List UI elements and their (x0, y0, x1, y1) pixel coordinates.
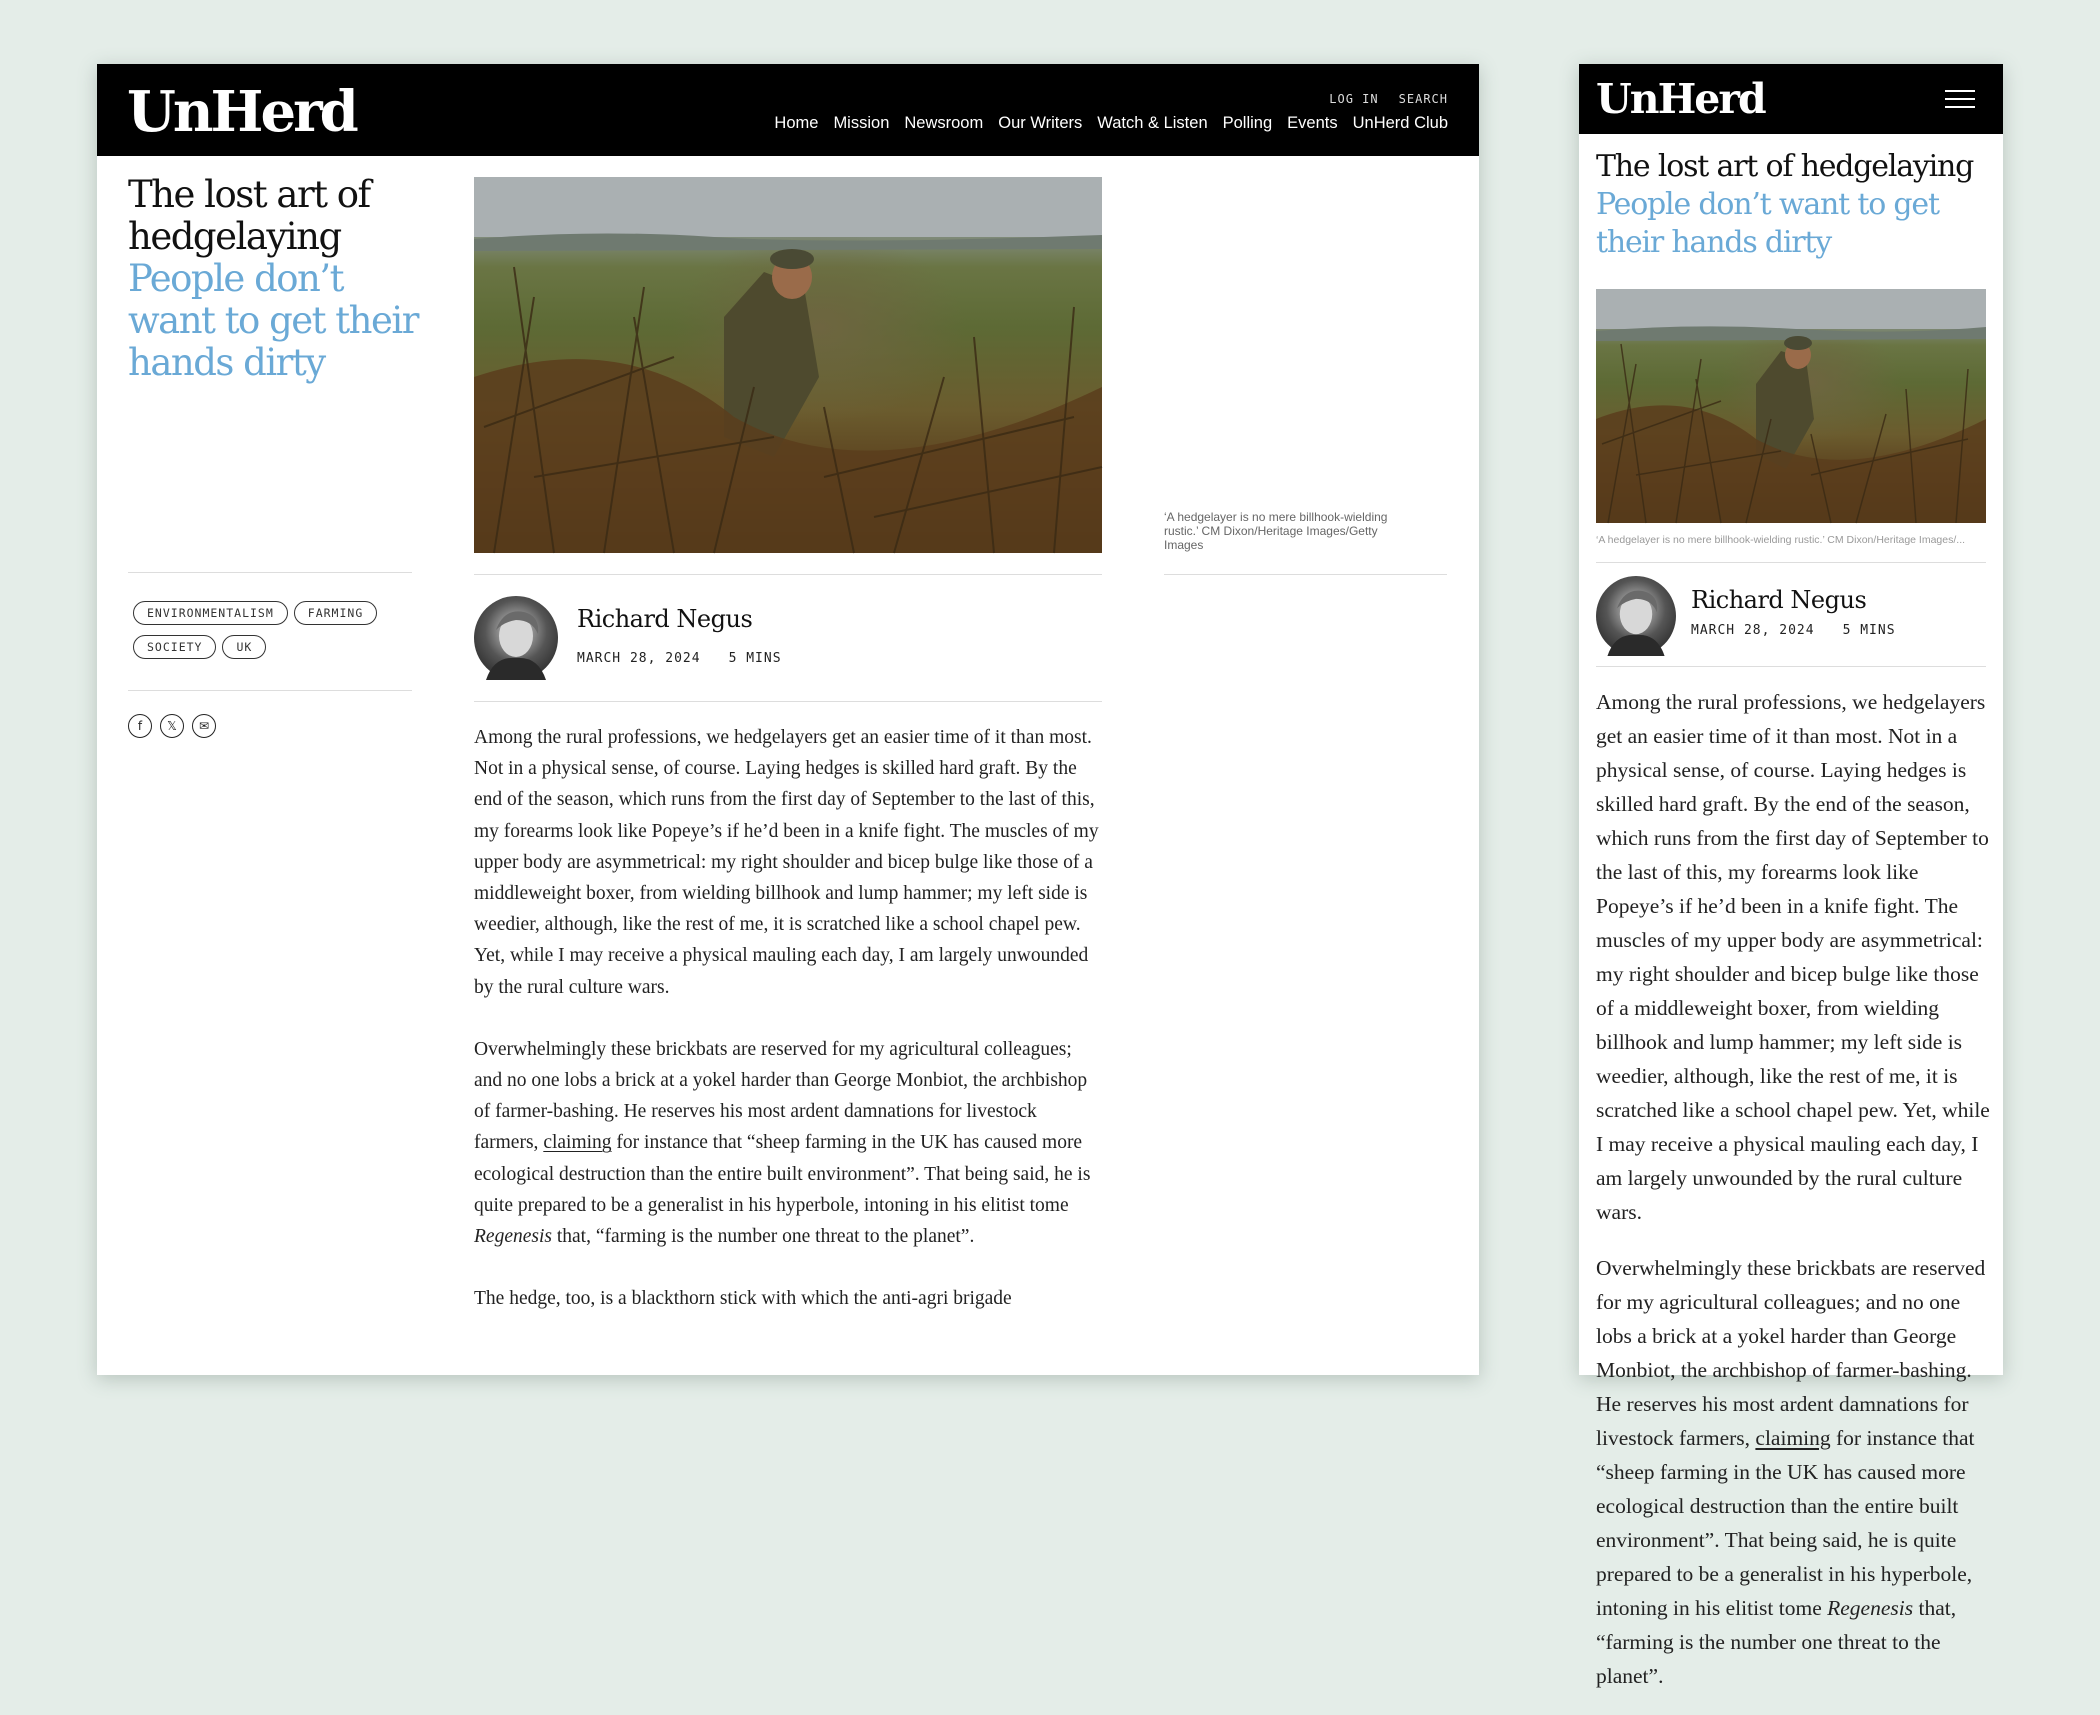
book-title: Regenesis (1827, 1596, 1914, 1620)
author-portrait (1596, 576, 1676, 656)
mobile-article-frame (1579, 64, 2003, 1688)
x-icon[interactable]: 𝕏 (160, 714, 184, 738)
divider (474, 574, 1102, 575)
utility-links (1329, 92, 1448, 106)
nav-our-writers[interactable]: Our Writers (998, 114, 1083, 132)
claiming-link[interactable]: claiming (543, 1132, 612, 1154)
tag-environmentalism[interactable]: ENVIRONMENTALISM (133, 601, 288, 625)
email-icon[interactable]: ✉ (192, 714, 216, 738)
login-link[interactable]: LOG IN (1329, 92, 1379, 106)
paragraph-text: Overwhelmingly these brickbats are reserved for my agricultural colleagues; and no one lobs a brick at a yokel harder than George Monbiot, the archbishop of farmer-bashing. He reserves his most ardent damnations for livestock farmers, (474, 1038, 1088, 1154)
author-portrait (474, 596, 558, 680)
article-subtitle: People don’t want to get their hands dirty (1596, 187, 1939, 260)
paragraph: Among the rural professions, we hedgelayers get an easier time of it than most. Not in a physical sense, of course. Laying hedges is skilled hard graft. By the end of the season, which runs from the first day of September to the last of this, my forearms look like Popeye’s if he’d been in a knife fight. The muscles of my upper body are asymmetrical: my right shoulder and bicep bulge like those of a middleweight boxer, from wielding billhook and lump hammer; my left side is weedier, although, like the rest of me, it is scratched like a school chapel pew. Yet, while I may receive a physical mauling each day, I am largely unwounded by the rural culture wars. (474, 727, 1099, 998)
paragraph (1596, 1251, 1994, 1693)
article-subtitle: People don’t want to get their hands dirty (128, 257, 418, 384)
tag-list (133, 601, 423, 669)
paragraph-text: that, “farming is the number one threat to the planet”. (551, 1226, 975, 1248)
nav-mission[interactable]: Mission (833, 114, 890, 132)
title-text: The lost art of hedgelaying (128, 173, 370, 258)
divider (1596, 666, 1986, 667)
article-body (1596, 685, 1994, 1715)
hedgelayer-photo (1596, 289, 1986, 523)
divider (1596, 562, 1986, 563)
read-time: 5 MINS (1842, 623, 1896, 638)
hero-image (474, 177, 1102, 553)
hero-image (1596, 289, 1986, 523)
tag-farming[interactable]: FARMING (294, 601, 377, 625)
nav-home[interactable]: Home (774, 114, 819, 132)
divider (128, 572, 412, 573)
article-title (1596, 148, 1991, 262)
article-title (128, 174, 418, 384)
desktop-article-frame (97, 64, 1479, 1375)
read-time: 5 MINS (728, 651, 782, 666)
share-buttons (128, 714, 216, 738)
publish-date: MARCH 28, 2024 (577, 651, 701, 666)
nav-newsroom[interactable]: Newsroom (904, 114, 984, 132)
author-avatar[interactable] (1596, 576, 1676, 656)
nav-watch-listen[interactable]: Watch & Listen (1097, 114, 1208, 132)
book-title: Regenesis (474, 1226, 552, 1248)
claiming-link[interactable]: claiming (1755, 1426, 1831, 1450)
search-link[interactable]: SEARCH (1398, 92, 1448, 106)
site-logo[interactable]: UnHerd (1596, 75, 1765, 123)
divider (474, 701, 1102, 702)
divider (128, 690, 412, 691)
image-caption: ‘A hedgelayer is no mere billhook-wielding rustic.’ CM Dixon/Heritage Images/Getty Images (1164, 510, 1388, 552)
article-meta (577, 651, 782, 666)
author-avatar[interactable] (474, 596, 558, 680)
tag-uk[interactable]: UK (222, 635, 266, 659)
article-meta (1691, 623, 1896, 638)
publish-date: MARCH 28, 2024 (1691, 623, 1815, 638)
site-header (97, 64, 1479, 156)
author-name[interactable]: Richard Negus (1691, 586, 1867, 614)
nav-polling[interactable]: Polling (1222, 114, 1273, 132)
paragraph-text: for instance that “sheep farming in the UK has caused more ecological destruction than the entire built environment”. That being said, he is quite prepared to be a generalist in his hyperbole, intoning in his elitist tome (474, 1132, 1091, 1216)
menu-icon[interactable] (1945, 90, 1975, 108)
site-header (1579, 64, 2003, 134)
paragraph-text: Overwhelmingly these brickbats are reserved for my agricultural colleagues; and no one lobs a brick at a yokel harder than George Monbiot, the archbishop of farmer-bashing. He reserves his most ardent damnations for livestock farmers, (1596, 1256, 1986, 1450)
main-nav (774, 114, 1448, 133)
author-name[interactable]: Richard Negus (577, 605, 753, 633)
nav-unherd-club[interactable]: UnHerd Club (1352, 114, 1448, 132)
paragraph (474, 1034, 1104, 1252)
image-caption: ‘A hedgelayer is no mere billhook-wielding rustic.’ CM Dixon/Heritage Images/... (1596, 534, 1966, 546)
hedgelayer-photo (474, 177, 1102, 553)
nav-events[interactable]: Events (1287, 114, 1338, 132)
paragraph-text: that, “farming is the number one threat to the planet”. (1596, 1596, 1957, 1688)
tag-society[interactable]: SOCIETY (133, 635, 216, 659)
paragraph: Among the rural professions, we hedgelayers get an easier time of it than most. Not in a physical sense, of course. Laying hedges is skilled hard graft. By the end of the season, which runs from the first day of September to the last of this, my forearms look like Popeye’s if he’d been in a knife fight. The muscles of my upper body are asymmetrical: my right shoulder and bicep bulge like those of a middleweight boxer, from wielding billhook and lump hammer; my left side is weedier, although, like the rest of me, it is scratched like a school chapel pew. Yet, while I may receive a physical mauling each day, I am largely unwounded by the rural culture wars. (1596, 690, 1990, 1224)
facebook-icon[interactable]: f (128, 714, 152, 738)
paragraph-text: for instance that “sheep farming in the UK has caused more ecological destruction than the entire built environment”. That being said, he is quite prepared to be a generalist in his hyperbole, intoning in his elitist tome (1596, 1426, 1975, 1620)
title-text: The lost art of hedgelaying (1596, 149, 1974, 184)
paragraph: The hedge, too, is a blackthorn stick with which the anti-agri brigade (474, 1288, 1012, 1310)
site-logo[interactable]: UnHerd (127, 79, 356, 145)
article-body (474, 722, 1104, 1345)
divider (1164, 574, 1447, 575)
